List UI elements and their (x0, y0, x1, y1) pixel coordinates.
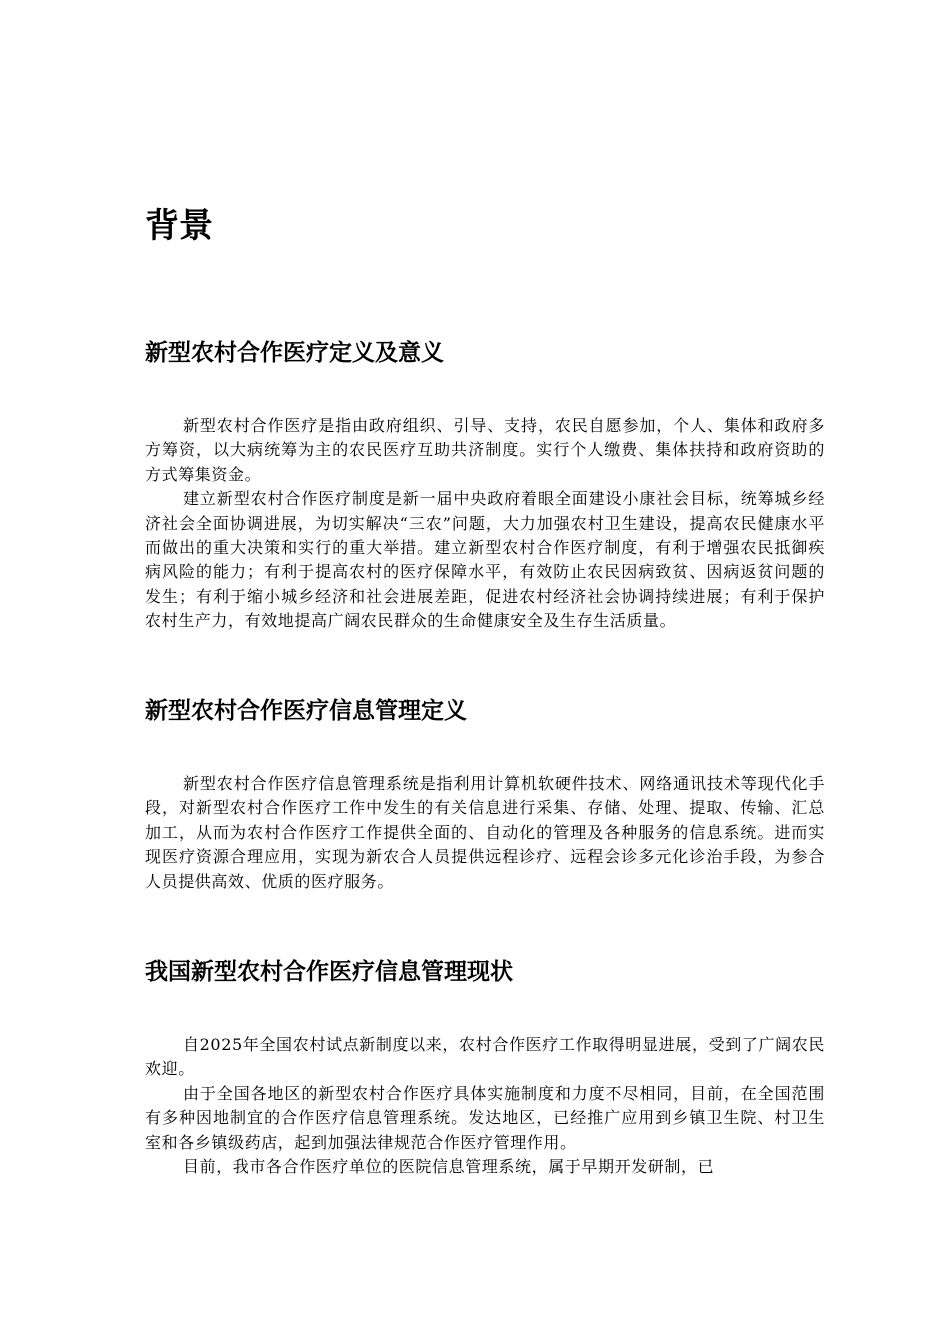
section-heading: 我国新型农村合作医疗信息管理现状 (145, 959, 513, 985)
section-body (145, 414, 825, 634)
paragraph: 目前，我市各合作医疗单位的医院信息管理系统，属于早期开发研制，已 (183, 1157, 715, 1177)
section-body (145, 772, 825, 894)
page-title: 背景 (145, 206, 213, 246)
paragraph: 建立新型农村合作医疗制度是新一届中央政府着眼全面建设小康社会目标，统筹城乡经济社会全面协调进展，为切实解决“三农”问题，大力加强农村卫生建设，提高农民健康水平而做出的重大决策和实行的重大举措。建立新型农村合作医疗制度，有利于增强农民抵御疾病风险的能力；有利于提高农村的医疗保障水平，有效防止农民因病致贫、因病返贫问题的发生；有利于缩小城乡经济和社会进展差距，促进农村经济社会协调持续进展；有利于保护农村生产力，有效地提高广阔农民群众的生命健康安全及生存生活质量。 (145, 489, 825, 631)
paragraph: 由于全国各地区的新型农村合作医疗具体实施制度和力度不尽相同，目前，在全国范围有多种因地制宜的合作医疗信息管理系统。发达地区，已经推广应用到乡镇卫生院、村卫生室和各乡镇级药店，起到加强法律规范合作医疗管理作用。 (145, 1083, 825, 1152)
paragraph: 自2025年全国农村试点新制度以来，农村合作医疗工作取得明显进展，受到了广阔农民欢迎。 (145, 1035, 825, 1079)
section-heading: 新型农村合作医疗信息管理定义 (145, 698, 467, 724)
section-heading: 新型农村合作医疗定义及意义 (145, 340, 444, 366)
section-current-status (145, 955, 825, 1179)
paragraph: 新型农村合作医疗信息管理系统是指利用计算机软硬件技术、网络通讯技术等现代化手段，对新型农村合作医疗工作中发生的有关信息进行采集、存储、处理、提取、传输、汇总加工，从而为农村合作医疗工作提供全面的、自动化的管理及各种服务的信息系统。进而实现医疗资源合理应用，实现为新农合人员提供远程诊疗、远程会诊多元化诊治手段，为参合人员提供高效、优质的医疗服务。 (145, 774, 825, 891)
section-info-management-definition (145, 694, 825, 894)
section-body (145, 1033, 825, 1179)
section-definition-significance (145, 336, 825, 634)
paragraph: 新型农村合作医疗是指由政府组织、引导、支持，农民自愿参加，个人、集体和政府多方筹资，以大病统筹为主的农民医疗互助共济制度。实行个人缴费、集体扶持和政府资助的方式筹集资金。 (145, 416, 825, 484)
